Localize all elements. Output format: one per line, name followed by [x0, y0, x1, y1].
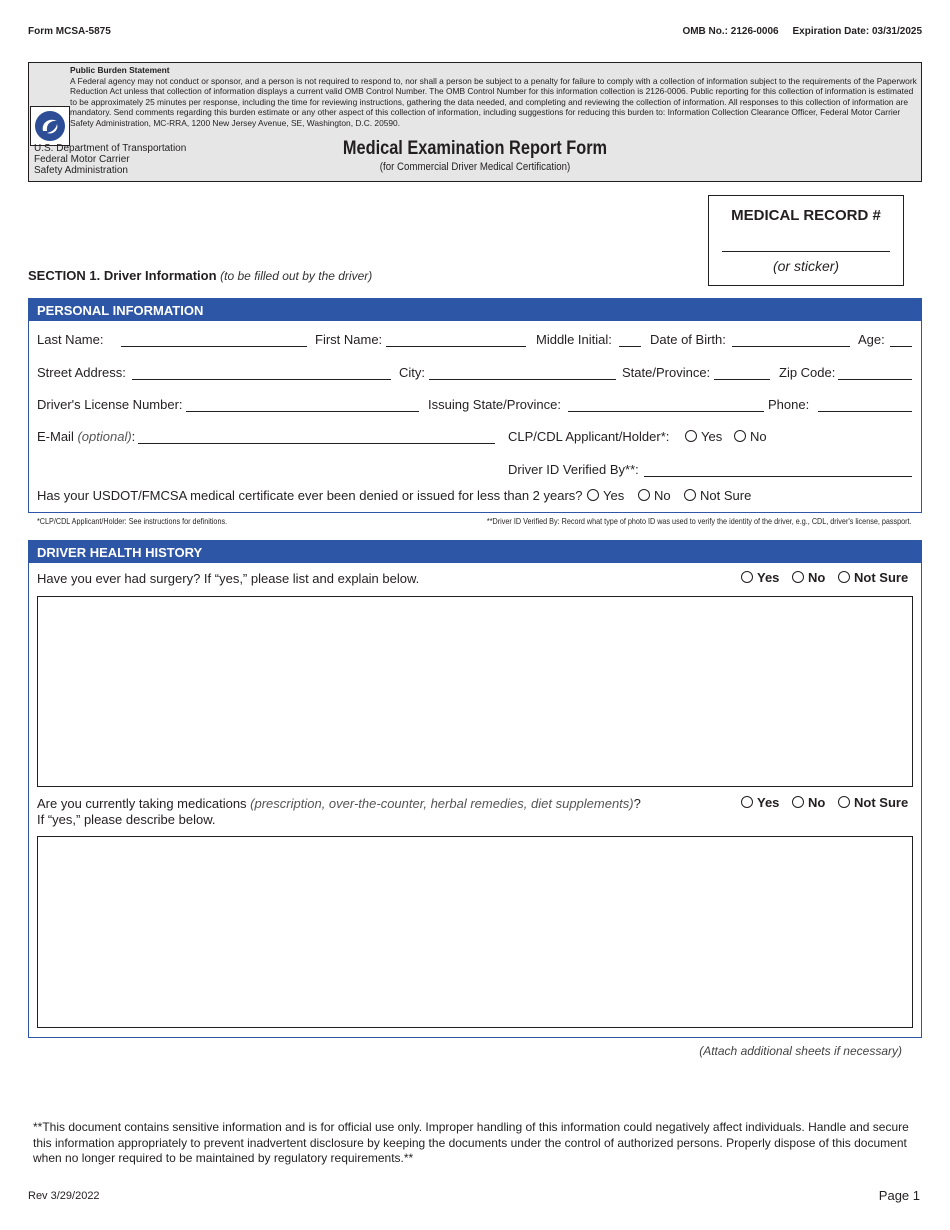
burden-title: Public Burden Statement	[70, 65, 170, 75]
radio-icon	[741, 796, 753, 808]
surgery-no-radio[interactable]: No	[792, 570, 825, 585]
city-label: City:	[399, 365, 425, 380]
middle-initial-label: Middle Initial:	[536, 332, 612, 347]
surgery-textarea[interactable]	[37, 596, 913, 787]
driver-id-footnote: **Driver ID Verified By: Record what type of photo ID was used to verify the identity of the driver, e.g., CDL, driver's license, passport.	[487, 516, 912, 526]
clp-yes-radio[interactable]: Yes	[685, 429, 722, 444]
age-field[interactable]	[890, 346, 912, 347]
denied-not-sure-radio[interactable]: Not Sure	[684, 488, 751, 503]
omb-info: OMB No.: 2126-0006 Expiration Date: 03/31/2025	[682, 26, 922, 37]
email-field[interactable]	[138, 443, 495, 444]
license-field[interactable]	[186, 411, 419, 412]
radio-icon	[684, 489, 696, 501]
first-name-label: First Name:	[315, 332, 383, 347]
middle-initial-field[interactable]	[619, 346, 641, 347]
city-field[interactable]	[429, 379, 616, 380]
denied-question: Has your USDOT/FMCSA medical certificate ever been denied or issued for less than 2 years?	[37, 488, 583, 503]
driver-id-field[interactable]	[644, 476, 912, 477]
issuing-state-label: Issuing State/Province:	[428, 397, 561, 412]
first-name-field[interactable]	[386, 346, 526, 347]
issuing-state-field[interactable]	[568, 411, 764, 412]
revision-date: Rev 3/29/2022	[28, 1190, 100, 1202]
driver-id-label: Driver ID Verified By**:	[508, 462, 639, 477]
clp-no-radio[interactable]: No	[734, 429, 767, 444]
street-field[interactable]	[132, 379, 391, 380]
radio-icon	[838, 796, 850, 808]
radio-icon	[685, 430, 697, 442]
medications-no-radio[interactable]: No	[792, 795, 825, 810]
radio-icon	[838, 571, 850, 583]
burden-text: A Federal agency may not conduct or sponsor, and a person is not required to respond to, nor shall a person be subject to a penalty for failure to comply with a collection of information subject to the requirements of the Paperwork Reduction Act unless that collection of information displays a current valid OMB Control Number. The OMB Control Number for this information collection is 2126-0006. Public reporting for this collection of information is estimated to be approximately 25 minutes per response, including the time for reviewing instructions, gathering the data needed, and completing and reviewing the collection of information. All responses to this collection of information are mandatory. Send comments regarding this burden estimate or any other aspect of this collection of information, including suggestions for reducing this burden to: Information Collection Clearance Officer, Federal Motor Carrier Safety Administration, MC-RRA, 1200 New Jersey Avenue, SE, Washington, D.C. 20590.	[70, 75, 917, 128]
form-title: Medical Examination Report Form	[342, 138, 608, 159]
medications-not-sure-radio[interactable]: Not Sure	[838, 795, 908, 810]
form-id: Form MCSA-5875	[28, 26, 111, 37]
radio-icon	[792, 571, 804, 583]
dob-field[interactable]	[732, 346, 850, 347]
clp-footnote: *CLP/CDL Applicant/Holder: See instructions for definitions.	[37, 516, 228, 526]
denied-yes-radio[interactable]: Yes	[587, 488, 624, 503]
dot-logo-icon	[35, 111, 65, 141]
medications-yes-radio[interactable]: Yes	[741, 795, 779, 810]
medical-record-title: MEDICAL RECORD #	[731, 207, 881, 224]
agency-name: U.S. Department of Transportation Federal Motor Carrier Safety Administration	[34, 143, 187, 176]
phone-field[interactable]	[818, 411, 912, 412]
radio-icon	[638, 489, 650, 501]
page-number: Page 1	[878, 1188, 920, 1203]
last-name-field[interactable]	[121, 346, 307, 347]
surgery-not-sure-radio[interactable]: Not Sure	[838, 570, 908, 585]
dob-label: Date of Birth:	[650, 332, 726, 347]
denied-no-radio[interactable]: No	[638, 488, 671, 503]
attach-note: (Attach additional sheets if necessary)	[699, 1044, 902, 1058]
state-field[interactable]	[714, 379, 770, 380]
zip-label: Zip Code:	[779, 365, 836, 380]
burden-statement	[70, 65, 920, 137]
medications-question: Are you currently taking medications (prescription, over-the-counter, herbal remedies, diet supplements)? If “yes,” please describe below.	[37, 796, 641, 827]
form-subtitle: (for Commercial Driver Medical Certification)	[379, 161, 571, 173]
surgery-question: Have you ever had surgery? If “yes,” please list and explain below.	[37, 571, 420, 586]
medications-textarea[interactable]	[37, 836, 913, 1028]
state-label: State/Province:	[622, 365, 711, 380]
surgery-yes-radio[interactable]: Yes	[741, 570, 779, 585]
radio-icon	[792, 796, 804, 808]
zip-field[interactable]	[838, 379, 912, 380]
medical-record-field[interactable]	[722, 251, 890, 252]
phone-label: Phone:	[768, 397, 810, 412]
section1-title: SECTION 1. Driver Information (to be filled out by the driver)	[28, 268, 373, 283]
street-label: Street Address:	[37, 365, 126, 380]
radio-icon	[734, 430, 746, 442]
age-label: Age:	[858, 332, 885, 347]
last-name-label: Last Name:	[37, 332, 104, 347]
driver-health-history-heading: DRIVER HEALTH HISTORY	[29, 541, 921, 563]
radio-icon	[741, 571, 753, 583]
radio-icon	[587, 489, 599, 501]
license-label: Driver's License Number:	[37, 397, 183, 412]
clp-label: CLP/CDL Applicant/Holder*:	[508, 429, 670, 444]
email-label: E-Mail (optional):	[37, 429, 136, 444]
personal-information-heading: PERSONAL INFORMATION	[29, 299, 921, 321]
sensitivity-notice: **This document contains sensitive information and is for official use only. Improper handling of this information could negatively affect individuals. Handle and secure this information appropriately to prevent inadvertent disclosure by keeping the documents under the control of authorized persons. Properly dispose of this document when no longer required to be maintained by regulatory requirements.**	[33, 1120, 909, 1165]
medical-record-sticker-label: (or sticker)	[772, 258, 840, 274]
